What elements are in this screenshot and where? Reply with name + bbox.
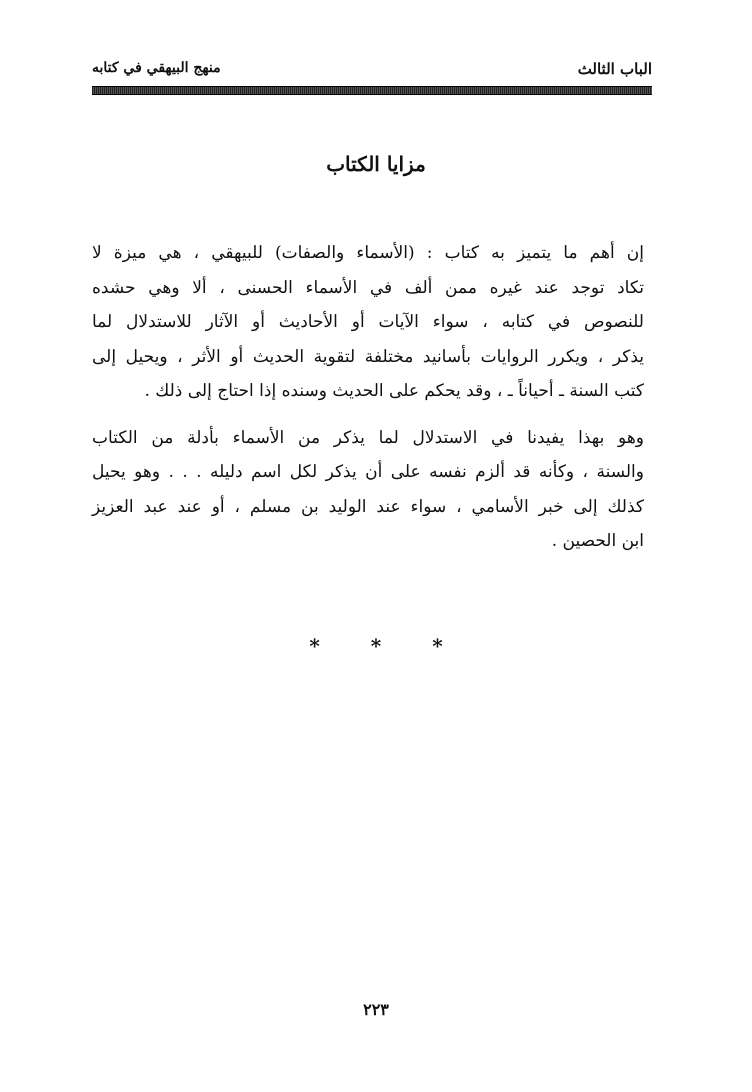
- page-number: ٢٢٣: [363, 1000, 389, 1019]
- header-chapter-title: الباب الثالث: [577, 60, 652, 78]
- paragraph-gap: [92, 409, 644, 421]
- text-line: إن أهم ما يتميز به كتاب : (الأسماء والصفات) للبيهقي ، هي ميزة لا: [92, 243, 644, 263]
- text-line: والسنة ، وكأنه قد ألزم نفسه على أن يذكر لكل اسم دليله . . . وهو يحيل: [92, 462, 644, 482]
- paragraph-1: [92, 236, 644, 409]
- body-text: [92, 236, 644, 559]
- asterism-separator: * * *: [309, 634, 465, 658]
- paragraph-2: [92, 421, 644, 559]
- text-line: تكاد توجد عند غيره ممن ألف في الأسماء الحسنى ، ألا وهي حشده: [92, 277, 644, 298]
- text-line: وهو بهذا يفيدنا في الاستدلال لما يذكر من الأسماء بأدلة من الكتاب: [92, 427, 644, 448]
- text-line: يذكر ، ويكرر الروايات بأسانيد مختلفة لتقوية الحديث أو الأثر ، ويحيل إلى: [92, 346, 644, 367]
- text-line: كذلك إلى خبر الأسامي ، سواء عند الوليد بن مسلم ، أو عند عبد العزيز: [92, 496, 644, 517]
- text-line: كتب السنة ـ أحياناً ـ ، وقد يحكم على الحديث وسنده إذا احتاج إلى ذلك .: [144, 381, 644, 401]
- text-line: ابن الحصين .: [551, 531, 644, 551]
- header-book-section: منهج البيهقي في كتابه: [92, 60, 221, 76]
- header-rule: [92, 86, 652, 95]
- section-title: مزايا الكتاب: [326, 152, 426, 176]
- text-line: للنصوص في كتابه ، سواء الآيات أو الأحاديث أو الآثار للاستدلال لما: [92, 312, 644, 332]
- running-header: [92, 58, 652, 82]
